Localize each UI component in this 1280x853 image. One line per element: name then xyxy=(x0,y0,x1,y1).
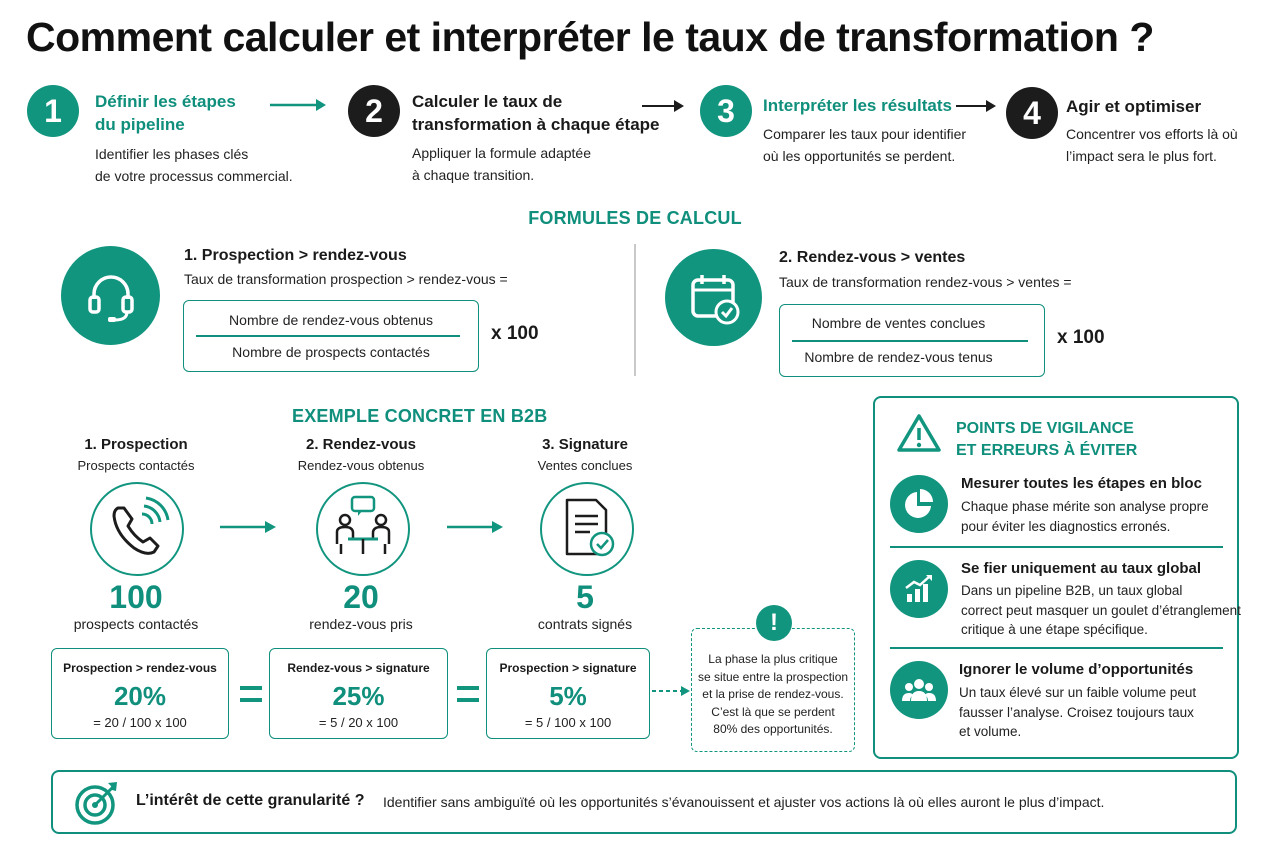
step-2-desc: Appliquer la formule adaptée à chaque transition. xyxy=(412,145,592,183)
step-1-badge: 1 xyxy=(27,85,79,137)
bottom-label: L’intérêt de cette granularité ? xyxy=(136,792,365,809)
step-2-badge: 2 xyxy=(348,85,400,137)
vigilance-item-1-title: Mesurer toutes les étapes en bloc xyxy=(961,475,1202,492)
group-icon xyxy=(890,661,948,719)
step-4-title: Agir et optimiser xyxy=(1066,97,1202,116)
formula-1-denominator: Nombre de prospects contactés xyxy=(232,344,430,360)
calc-box-3 xyxy=(486,648,650,739)
step-2-title: Calculer le taux de transformation à chaque étape xyxy=(412,92,660,134)
arrow-right-icon xyxy=(642,99,684,113)
calendar-check-icon xyxy=(665,249,762,346)
formulas-title: FORMULES DE CALCUL xyxy=(528,208,742,228)
fraction-line xyxy=(792,340,1028,342)
calc-2-percent: 25% xyxy=(332,681,385,711)
target-icon xyxy=(72,778,122,828)
contract-icon xyxy=(540,482,634,576)
phone-icon xyxy=(90,482,184,576)
pie-chart-icon xyxy=(890,475,948,533)
calc-3-label: Prospection > signature xyxy=(499,661,637,675)
formula-1-subtitle: Taux de transformation prospection > rendez-vous = xyxy=(184,271,508,287)
stage-1-caption: prospects contactés xyxy=(73,616,199,632)
step-3-badge: 3 xyxy=(700,85,752,137)
stage-2-caption: rendez-vous pris xyxy=(309,616,413,632)
vigilance-item-2-desc: Dans un pipeline B2B, un taux global correct peut masquer un goulet d’étranglement critique à une étape spécifique. xyxy=(961,583,1241,637)
warning-icon xyxy=(896,412,942,454)
calc-2-formula: = 5 / 20 x 100 xyxy=(318,715,399,730)
divider xyxy=(890,546,1223,548)
formula-2-title: 2. Rendez-vous > ventes xyxy=(779,249,966,266)
arrow-right-icon xyxy=(270,98,326,112)
step-3-title: Interpréter les résultats xyxy=(763,96,952,115)
vigilance-title: POINTS DE VIGILANCE ET ERREURS À ÉVITER xyxy=(956,420,1138,459)
stage-1-title: 1. Prospection xyxy=(84,436,188,453)
calc-3-formula: = 5 / 100 x 100 xyxy=(524,715,612,730)
stage-1-value: 100 xyxy=(109,579,163,615)
calc-box-2 xyxy=(269,648,448,739)
meeting-icon xyxy=(316,482,410,576)
step-4-desc: Concentrer vos efforts là où l’impact sera le plus fort. xyxy=(1066,126,1238,164)
calc-1-formula: = 20 / 100 x 100 xyxy=(93,715,187,730)
stage-3-title: 3. Signature xyxy=(542,436,628,453)
stage-2-title: 2. Rendez-vous xyxy=(305,436,417,453)
growth-chart-icon xyxy=(890,560,948,618)
stage-3-subtitle: Ventes conclues xyxy=(537,458,633,473)
calc-3-percent: 5% xyxy=(549,681,587,711)
equals-sign xyxy=(457,686,479,702)
vigilance-item-1-desc: Chaque phase mérite son analyse propre pour éviter les diagnostics erronés. xyxy=(961,499,1209,534)
formula-2-subtitle: Taux de transformation rendez-vous > ventes = xyxy=(779,274,1072,290)
divider xyxy=(634,244,636,376)
calc-1-label: Prospection > rendez-vous xyxy=(63,661,217,675)
formula-2-denominator: Nombre de rendez-vous tenus xyxy=(804,349,993,365)
critical-note-text: La phase la plus critique se situe entre la prospection et la prise de rendez-vous. C’est là que se perdent 80% des opportunités. xyxy=(697,652,849,736)
vigilance-item-3-title: Ignorer le volume d’opportunités xyxy=(959,661,1194,678)
headset-icon xyxy=(61,246,160,345)
arrow-right-icon xyxy=(220,520,276,534)
stage-2-value: 20 xyxy=(343,579,379,615)
page-title: Comment calculer et interpréter le taux de transformation ? xyxy=(26,14,1154,60)
stage-3-caption: contrats signés xyxy=(537,616,633,632)
step-1-title: Définir les étapes du pipeline xyxy=(95,92,236,134)
formula-2-numerator: Nombre de ventes conclues xyxy=(811,315,986,331)
divider xyxy=(890,647,1223,649)
formula-1-multiplier: x 100 xyxy=(491,323,539,344)
stage-2-subtitle: Rendez-vous obtenus xyxy=(297,458,425,473)
vigilance-item-3-desc: Un taux élevé sur un faible volume peut fausser l’analyse. Croisez toujours taux et volume. xyxy=(959,685,1197,739)
bottom-text: Identifier sans ambiguïté où les opportunités s’évanouissent et ajuster vos actions là où elles auront le plus d’impact. xyxy=(383,794,1105,810)
formula-1-numerator: Nombre de rendez-vous obtenus xyxy=(229,312,433,328)
arrow-right-icon xyxy=(652,685,690,697)
formula-2-multiplier: x 100 xyxy=(1057,327,1105,348)
calc-box-1 xyxy=(51,648,229,739)
calc-2-label: Rendez-vous > signature xyxy=(287,661,430,675)
formula-1-title: 1. Prospection > rendez-vous xyxy=(184,247,407,264)
vigilance-item-2-title: Se fier uniquement au taux global xyxy=(961,560,1202,577)
arrow-right-icon xyxy=(447,520,503,534)
step-1-desc: Identifier les phases clés de votre processus commercial. xyxy=(95,146,293,184)
equals-sign xyxy=(240,686,262,702)
stage-1-subtitle: Prospects contactés xyxy=(77,458,195,473)
example-title: EXEMPLE CONCRET EN B2B xyxy=(292,406,548,426)
fraction-line xyxy=(196,335,460,337)
step-4-badge: 4 xyxy=(1006,87,1058,139)
arrow-right-icon xyxy=(956,99,996,113)
stage-3-value: 5 xyxy=(576,579,594,615)
step-3-desc: Comparer les taux pour identifier où les opportunités se perdent. xyxy=(763,126,967,164)
calc-1-percent: 20% xyxy=(113,681,167,711)
alert-icon: ! xyxy=(756,605,792,641)
